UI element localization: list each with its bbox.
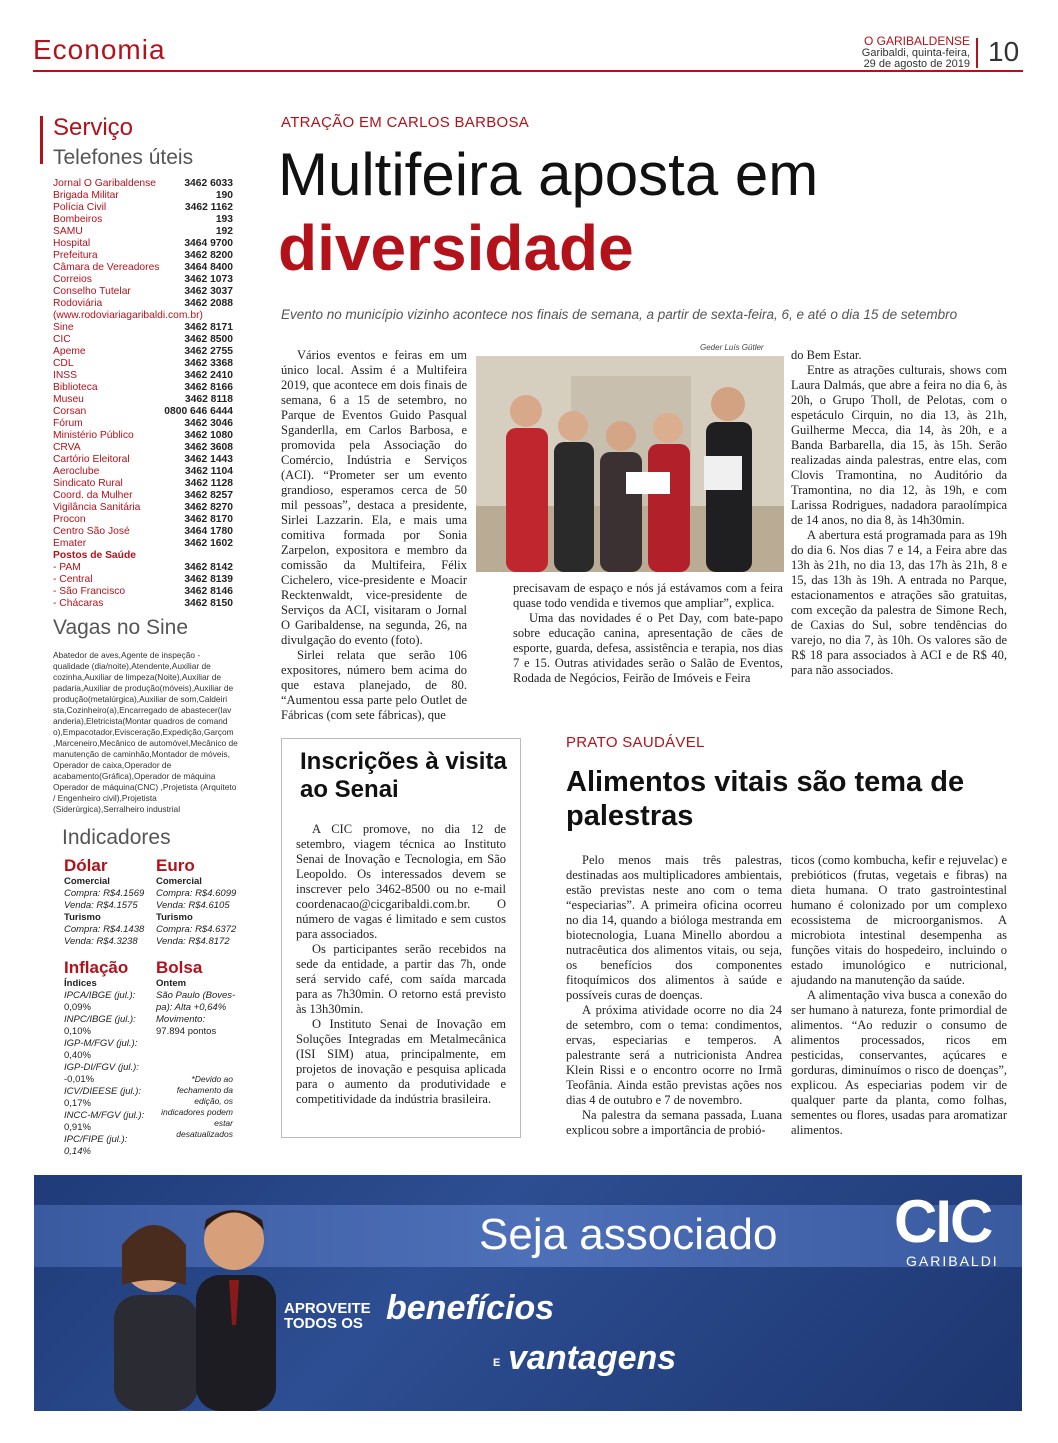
inflacao-sub: Índices [64,978,97,989]
phone-name: Centro São José [53,526,130,537]
inflacao-line: IGP-DI/FGV (jul.): [64,1062,139,1073]
paragraph: O Instituto Senai de Inovação em Soluções Integradas em Metalmecânica (ISI SIM) atua, principalmente, em projetos de inovação e pesquisa aplicada para o aumento da produtividade e competitividade da indústria brasileira. [296,1017,506,1106]
phone-row [53,490,233,502]
inflacao-line: -0,01% [64,1074,95,1085]
phone-number: 3462 8170 [184,514,233,525]
phone-name: CRVA [53,442,81,453]
article1-col3 [791,348,1007,678]
senai-box-title: Inscrições à visita ao Senai [300,748,507,803]
cic-logo-sub: GARIBALDI [906,1253,999,1269]
phone-row [53,214,233,226]
bolsa-line: 97.894 pontos [156,1026,217,1037]
phone-row [53,190,233,202]
phone-row [53,238,233,250]
phones-title: Telefones úteis [53,146,194,169]
phone-name: Vigilância Sanitária [53,502,141,513]
sine-jobs-text: Abatedor de aves,Agente de inspeção - qualidade (dia/noite),Atendente,Auxiliar de cozinha,Auxiliar de limpeza(Noite),Auxiliar de padaria,Auxiliar de produção(móveis),Auxiliar de produção(metalúrgica),Auxiliar de som,Caldeiri sta,Cozinheiro(a),Encarregado de abastecer(lav anderia),Eletricista(Montar quadros de comand o),Empacotador,Evisceração,Expedição,Garçom ,Marceneiro,Mecânico de automóvel,Mecânico de manutenção de caminhão,Montador de móveis, Operador de caixa,Operador de acabamento(Gráfica),Operador de máquina Operador de máquina(CNC) ,Projetista (Arquiteto / Engenheiro civil),Projetista (Siderúrgica),Serralheiro industrial [53,650,238,814]
paragraph: A abertura está programada para as 19h do dia 6. Nos dias 7 e 14, a Feira abre das 13h às 21h, no dia 13, das 17h às 21h, 8 e 15, das 13h às 19h. A entrada no Parque, estacionamentos e atrações são gratuitas, com exceção da palestra de Simone Rech, de Caxias do Sul, sobre tendências do varejo, no dia 7, às 10h. Os valores são de R$ 18 para associados à ACI e de R$ 40, para não associados. [791,528,1007,677]
bolsa-sub: Ontem [156,978,187,989]
phone-name: Aeroclube [53,466,100,477]
phone-row [53,454,233,466]
phone-name: Apeme [53,346,86,357]
phone-number: 3462 8150 [184,598,233,609]
euro-c-venda: Venda: R$4.6105 [156,900,230,911]
inflacao-line: IPCA/IBGE (jul.): [64,990,136,1001]
paragraph: ticos (como kombucha, kefir e rejuvelac) e prebióticos (frutas, vegetais e fibras) na dieta humana. O trato gastrointestinal humano é colonizado por um complexo ecossistema de microorganismos. A microbiota intestinal desempenha as funções vitais do hospedeiro, incluindo o estado imunológico e nutricional, ajudando na manutenção da saúde. [791,853,1007,987]
inflacao-line: 0,10% [64,1026,91,1037]
phone-number: 190 [215,190,233,201]
phone-row [53,562,233,574]
phone-name: Biblioteca [53,382,98,393]
phone-name: Polícia Civil [53,202,107,213]
dateline-2: 29 de agosto de 2019 [863,58,970,70]
phone-number: 3462 1162 [184,202,233,213]
masthead [862,36,970,71]
photo-credit: Geder Luís Gütler [700,343,764,352]
servico-bar [40,116,43,164]
inflacao-block [64,958,154,1158]
phone-number: 3462 1104 [184,466,233,477]
euro-t-venda: Venda: R$4.8172 [156,936,230,947]
phone-name: INSS [53,370,78,381]
phone-number: 3462 8166 [184,382,233,393]
ad-conjunction: E [493,1357,501,1369]
phone-row [53,514,233,526]
phone-number: 3462 2088 [184,298,233,309]
phone-row [53,574,233,586]
bolsa-line: São Paulo (Boves- [156,990,236,1001]
dolar-t-compra: Compra: R$4.1438 [64,924,145,935]
inflacao-line: IGP-M/FGV (jul.): [64,1038,138,1049]
paragraph: do Bem Estar. [791,348,862,362]
dateline-1: Garibaldi, quinta-feira, [861,46,970,59]
phone-name: SAMU [53,226,83,237]
phone-name: Bombeiros [53,214,103,225]
article1-col2 [513,581,783,686]
phone-number: 3462 2410 [184,370,233,381]
phone-row [53,370,233,382]
article1-headline-line2: diversidade [278,212,634,284]
inflacao-line: 0,40% [64,1050,91,1061]
inflacao-line: 0,17% [64,1098,91,1109]
euro-title: Euro [156,856,195,875]
ad-vantagens: vantagens [508,1339,677,1377]
servico-title: Serviço [53,114,134,141]
inflacao-line: ICV/DIEESE (jul.): [64,1086,142,1097]
phone-name: Fórum [53,418,83,429]
phone-name: - Central [53,574,93,585]
ad-people-illustration [104,1185,304,1411]
phone-number: 3462 8171 [184,322,233,333]
paragraph: A alimentação viva busca a conexão do ser humano à natureza, fonte primordial de alimentos. “Ao reduzir o consumo de alimentos processados, ricos em pesticidas, conservantes, açúcares e gorduras, diminuímos o risco de doenças”, explicou. As especiarias podem vir de qualquer parte da planta, como folhas, sementes ou flores, usadas para aromatizar alimentos. [791,988,1007,1137]
phone-number: 193 [215,214,233,225]
phone-number: 3462 3046 [184,418,233,429]
inflacao-line: INPC/IBGE (jul.): [64,1014,136,1025]
section-title: Economia [33,34,166,65]
paragraph: Na palestra da semana passada, Luana explicou sobre a importância de probió- [566,1108,782,1137]
phone-row [53,202,233,214]
phone-list [53,178,233,610]
paragraph: precisavam de espaço e nós já estávamos com a feira quase todo vendida e tivemos que ampliar”, explica. [513,581,783,610]
paragraph: A próxima atividade ocorre no dia 24 de setembro, com o tema: condimentos, ervas, especiarias e temperos. A palestrante será a nutricionista Andrea Klein Rissi e o encontro ocorre no Irmã Teofânia. Ainda estão previstas ações nos dias 4 de outubro e 7 de novembro. [566,1003,782,1107]
article2-col1 [566,853,782,1138]
sine-title: Vagas no Sine [53,616,189,639]
phone-number: 3462 1602 [184,538,233,549]
article1-kicker: ATRAÇÃO EM CARLOS BARBOSA [281,114,530,131]
phone-number: 3462 1128 [184,478,233,489]
dolar-t-venda: Venda: R$4.3238 [64,936,138,947]
page-number: 10 [988,36,1020,67]
phone-name: Prefeitura [53,250,98,261]
article1-headline-line1: Multifeira aposta em [278,141,819,208]
phone-number: 3462 8270 [184,502,233,513]
phone-row [53,466,233,478]
phone-row [53,394,233,406]
paragraph: Pelo menos mais três palestras, destinadas aos multiplicadores ambientais, estão previstas neste ano com o tema “especiarias”. A primeira oficina ocorreu no dia 14, quando a bióloga mestranda em biotecnologia, Luana Minello abordou a nutracêutica dos alimentos vitais, ou seja, os benefícios dos componentes fitoquímicos dos alimentos à saúde e possíveis curas de doenças. [566,853,782,1002]
phone-name: Correios [53,274,92,285]
euro-turismo: Turismo [156,912,193,923]
phone-number: 3462 3037 [184,286,233,297]
phone-row [53,358,233,370]
phone-row [53,526,233,538]
article2-headline: Alimentos vitais são tema de palestras [566,766,965,832]
dolar-turismo: Turismo [64,912,101,923]
indicadores-title: Indicadores [62,826,171,849]
paragraph: Os participantes serão recebidos na sede da entidade, a partir das 7h, onde será servido café, com saída marcada para as 7h30min. O retorno está previsto às 13h30min. [296,942,506,1016]
phone-name: CIC [53,334,71,345]
phone-row [53,226,233,238]
phone-row [53,442,233,454]
phone-row [53,430,233,442]
phone-row [53,346,233,358]
ad-line2: TODOS OS [284,1315,363,1332]
phone-name: - PAM [53,562,81,573]
phone-number: 3462 1443 [184,454,233,465]
paragraph: Uma das novidades é o Pet Day, com bate-papo sobre educação canina, apresentação de cães de esporte, guarda, defesa, assistência e terapia, nos dias 7 e 15. Outras atividades serão o Salão de Eventos, Rodada de Negócios, Feirão de Imóveis e Feira [513,611,783,685]
ad-title: Seja associado [479,1210,778,1259]
phone-row [53,310,233,322]
phone-row [53,178,233,190]
phone-number: 3462 8118 [184,394,233,405]
phone-row [53,322,233,334]
phone-row [53,406,233,418]
phone-number: 3462 8139 [184,574,233,585]
phone-name: Sindicato Rural [53,478,123,489]
page-divider [976,38,978,68]
cic-logo: CIC [894,1188,992,1255]
phone-number: 3464 1780 [184,526,233,537]
phone-number: 3462 1073 [184,274,233,285]
phone-name: Sine [53,322,74,333]
phone-row [53,262,233,274]
phone-number: 3462 1080 [184,430,233,441]
senai-box-text [296,822,506,1107]
phone-number: 3462 3608 [184,442,233,453]
phone-name: Corsan [53,406,87,417]
ad-line1: APROVEITE [284,1300,371,1317]
bolsa-title: Bolsa [156,958,203,977]
phone-name: Postos de Saúde [53,550,136,561]
phone-number: 3462 8142 [184,562,233,573]
dolar-block [64,856,154,948]
dolar-c-venda: Venda: R$4.1575 [64,900,138,911]
phone-name: - Chácaras [53,598,104,609]
ad-beneficios: benefícios [386,1289,555,1327]
cic-advertisement[interactable] [34,1175,1022,1411]
group-photo-illustration [476,356,784,572]
phone-row [53,334,233,346]
newspaper-name: O GARIBALDENSE [863,34,970,48]
phone-name: Ministério Público [53,430,134,441]
article1-photo [476,356,784,572]
phone-number: 3462 8146 [184,586,233,597]
phone-number: 3464 9700 [184,238,233,249]
phone-name: Brigada Militar [53,190,119,201]
phone-row [53,274,233,286]
dolar-c-compra: Compra: R$4.1569 [64,888,145,899]
phone-name: Jornal O Garibaldense [53,178,157,189]
phone-row [53,478,233,490]
phone-number: 3462 8500 [184,334,233,345]
bolsa-line: pa): Alta +0,64% [156,1002,227,1013]
paragraph: Vários eventos e feiras em um único local. Assim é a Multifeira 2019, que acontece em dois finais de semana, 6 a 15 de setembro, no Parque de Eventos Guido Pasqual Sganderlla, em Carlos Barbosa, e promovida pela Associação do Comércio, Indústria e Serviços (ACI). “Prometer ser um evento grandioso, esperamos cerca de 50 mil pessoas”, destaca a presidente, Sirlei Lazzarin. Ela, e mais uma comitiva formada por Sonia Zarpelon, expositora e membro da comissão da Multifeira, Félix Cichelero, vice-presidente e Moacir Recktenwaldt, vice-presidente de Serviços da ACI, visitaram o Jornal O Garibaldense, na segunda, 26, na divulgação do evento (foto). [281,348,467,647]
inflacao-line: 0,91% [64,1122,91,1133]
phone-number: 3462 8257 [184,490,233,501]
phone-number: 3462 8200 [184,250,233,261]
paragraph: A CIC promove, no dia 12 de setembro, viagem técnica ao Instituto Senai de Inovação e Tecnologia, em São Leopoldo. Os interessados devem se inscrever pelo 3462-8500 ou no e-mail coordenacao@cicgaribaldi.com.br. O número de vagas é limitado e sem custos para associados. [296,822,506,941]
phone-row [53,382,233,394]
inflacao-line: IPC/FIPE (jul.): 0,14% [64,1134,128,1157]
phone-number: 0800 646 6444 [164,406,233,417]
phone-row [53,538,233,550]
phone-name: Rodoviária [53,298,103,309]
article1-col1 [281,348,467,723]
bolsa-note: *Devido ao fechamento da edição, os indicadores podem estar desatualizados [161,1074,233,1139]
phone-name: Hospital [53,238,91,249]
article1-deck: Evento no município vizinho acontece nos finais de semana, a partir de sexta-feira, 6, e até o dia 15 de setembro [281,307,958,322]
article2-kicker: PRATO SAUDÁVEL [566,734,705,751]
euro-comercial: Comercial [156,876,202,887]
bolsa-line: Movimento: [156,1014,206,1025]
phone-number: 3464 8400 [184,262,233,273]
phone-row [53,286,233,298]
phone-number: 3462 6033 [184,178,233,189]
phone-number: 3462 3368 [184,358,233,369]
article2-col2 [791,853,1007,1138]
euro-block [156,856,246,948]
phone-name: Procon [53,514,86,525]
euro-t-compra: Compra: R$4.6372 [156,924,237,935]
paragraph: Entre as atrações culturais, shows com Laura Dalmás, que abre a feira no dia 6, às 20h, o Grupo Tholl, de Pelotas, com o espetáculo Cirquin, no dia 13, às 21h, Guilherme Mecca, dia 14, às 20h, e a Banda Barbarella, dia 15, às 15h. Serão realizadas ainda palestras, entre elas, com Clovis Tramontina, no Auditório da Tramontina, no dia 12, às 19h, e com Larissa Rodrigues, nadadora paraolímpica de 14 anos, no dia 8, às 14h30min. [791,363,1007,527]
phone-row [53,418,233,430]
phone-row [53,598,233,610]
inflacao-title: Inflação [64,958,129,977]
phone-name: CDL [53,358,74,369]
paragraph: Sirlei relata que serão 106 expositores, número bem acima do que estava planejado, de 80. “Aumentou essa parte pelo Outlet de Fábricas (com sete fábricas), que [281,648,467,722]
euro-c-compra: Compra: R$4.6099 [156,888,237,899]
bolsa-block [156,958,251,1140]
phone-name: (www.rodoviariagaribaldi.com.br) [53,310,203,321]
inflacao-line: INCC-M/FGV (jul.): [64,1110,145,1121]
phone-name: - São Francisco [53,586,126,597]
phone-name: Conselho Tutelar [53,286,131,297]
phone-name: Coord. da Mulher [53,490,133,501]
phone-number: 3462 2755 [184,346,233,357]
phone-name: Cartório Eleitoral [53,454,130,465]
dolar-title: Dólar [64,856,108,875]
phone-number: 192 [215,226,233,237]
phone-row [53,586,233,598]
phone-name: Câmara de Vereadores [53,262,160,273]
dolar-comercial: Comercial [64,876,110,887]
phone-name: Emater [53,538,87,549]
phone-row [53,502,233,514]
phone-row [53,298,233,310]
phone-row [53,550,233,562]
phone-name: Museu [53,394,84,405]
inflacao-line: 0,09% [64,1002,91,1013]
phone-row [53,250,233,262]
